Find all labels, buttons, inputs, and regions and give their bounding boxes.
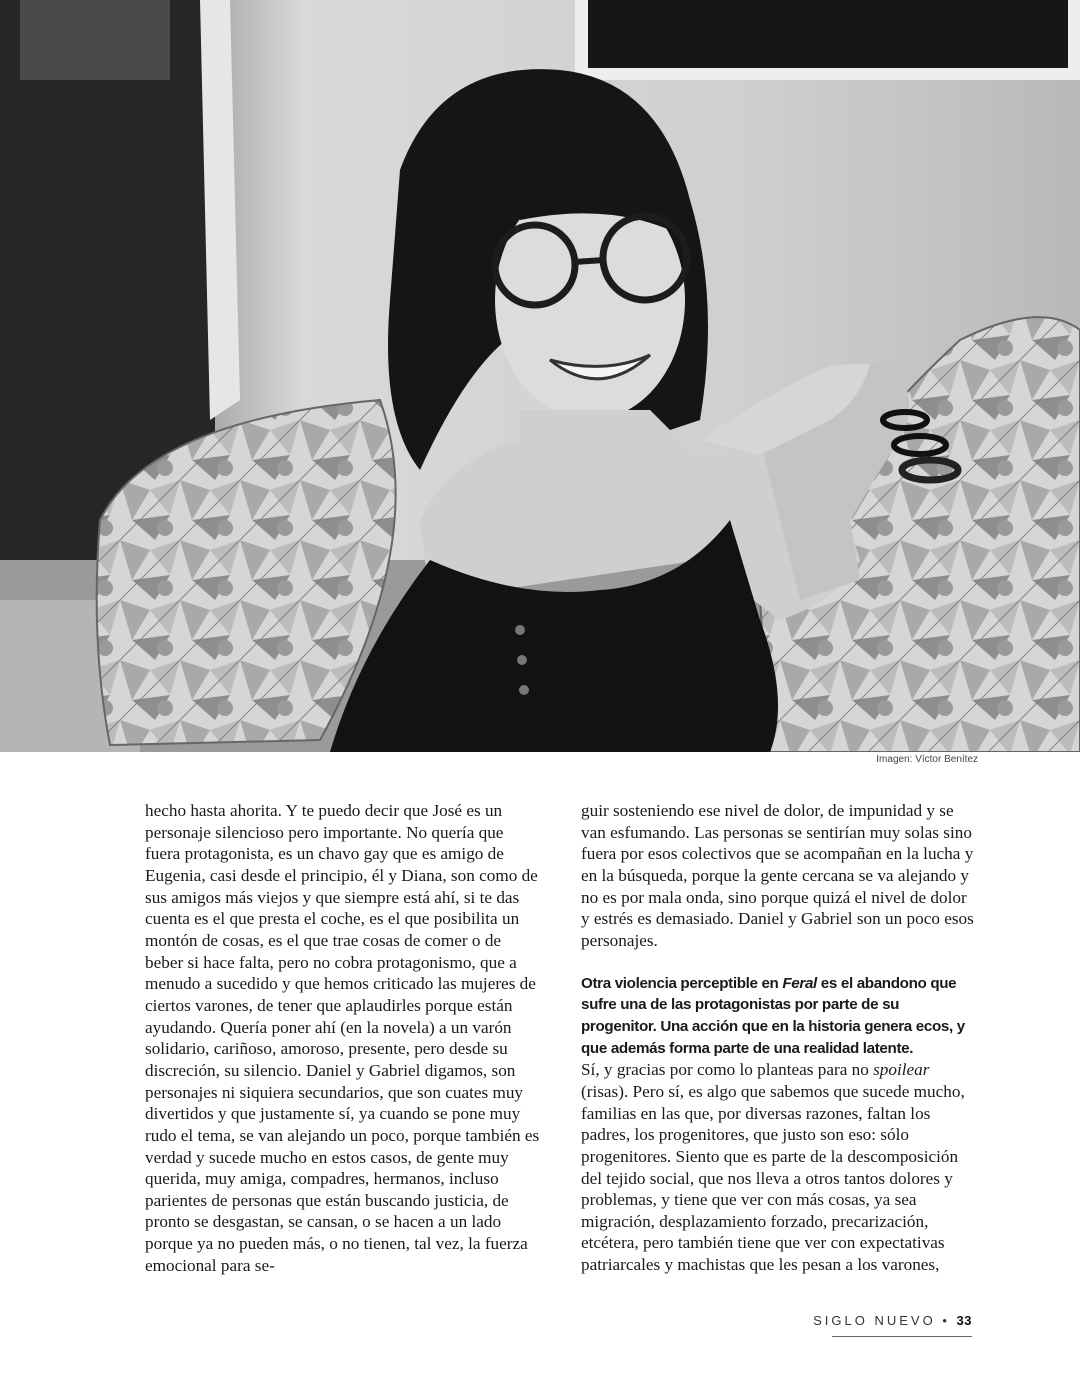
- interview-answer: [581, 1059, 976, 1276]
- article-column-right: [581, 800, 976, 1276]
- article-column-left: [145, 800, 540, 1276]
- footer-separator: •: [942, 1313, 950, 1328]
- interview-answer-continued: hecho hasta ahorita. Y te puedo decir que José es un personaje silencioso pero importante. No quería que fuera protagonista, es un chavo gay que es amigo de Eugenia, casi desde el principio, él y Diana, son como de sus amigos más viejos y que siempre está ahí, si te das cuenta es el que presta el coche, es el que posibilita un montón de cosas, es el que trae cosas de comer o de beber si hace falta, pero no cobra protagonismo, que a menudo a sucedido y que hemos criticado las mujeres de ciertos varones, de tener que aplaudirles porque están ayudando. Quería poner ahí (en la novela) a un varón solidario, cariñoso, amoroso, presente, pero desde su discreción, su silencio. Daniel y Gabriel digamos, son personajes ni siquiera secundarios, que son cuates muy divertidos y que justamente sí, ya cuando se pone muy rudo el tema, se van alejando un poco, porque también es verdad y sucede mucho en estos casos, de gente muy querida, muy amiga, compadres, hermanos, incluso parientes de personas que están buscando justicia, de pronto se desgastan, se cansan, o se hacen a un lado porque ya no pueden más, o no tienen, tal vez, la fuerza emocional para se-: [145, 801, 540, 1275]
- question-text-start: Otra violencia perceptible en: [581, 974, 783, 992]
- answer-text-end: (risas). Pero sí, es algo que sabemos que sucede mucho, familias en las que, por diversas razones, faltan los padres, los progenitores, que justo son eso: sólo progenitores. Siento que es parte de la descomposición del tejido social, que nos lleva a otros tantos dolores y problemas, y tiene que ver con más cosas, ya sea migración, desplazamiento forzado, precarización, etcétera, pero también tiene que ver con expectativas patriarcales y machistas que les pesan a los varones,: [581, 1081, 965, 1275]
- page-number: 33: [956, 1313, 972, 1328]
- book-title: Feral: [782, 974, 817, 992]
- footer-rule: [832, 1336, 972, 1337]
- interview-answer-end: guir sosteniendo ese nivel de dolor, de impunidad y se van esfumando. Las personas se sentirían muy solas sino fuera por esos colectivos que se acompañan en la lucha y en la búsqueda, porque la gente cercana se va alejando y no es por mala onda, sino porque quizá el nivel de dolor y estrés es demasiado. Daniel y Gabriel son un poco esos personajes.: [581, 801, 974, 950]
- answer-text-start: Sí, y gracias por como lo planteas para no: [581, 1060, 874, 1080]
- question-text-end: es el abandono que sufre una de las protagonistas por parte de su progenitor. Una acción que en la historia genera ecos, y que además forma parte de una realidad latente.: [581, 974, 965, 1057]
- answer-emphasis: spoilear: [873, 1060, 930, 1080]
- interview-question: [581, 973, 976, 1060]
- magazine-name: SIGLO NUEVO: [813, 1313, 936, 1328]
- page-footer: [732, 1313, 972, 1328]
- photo-credit: Imagen: Víctor Benítez: [876, 754, 978, 765]
